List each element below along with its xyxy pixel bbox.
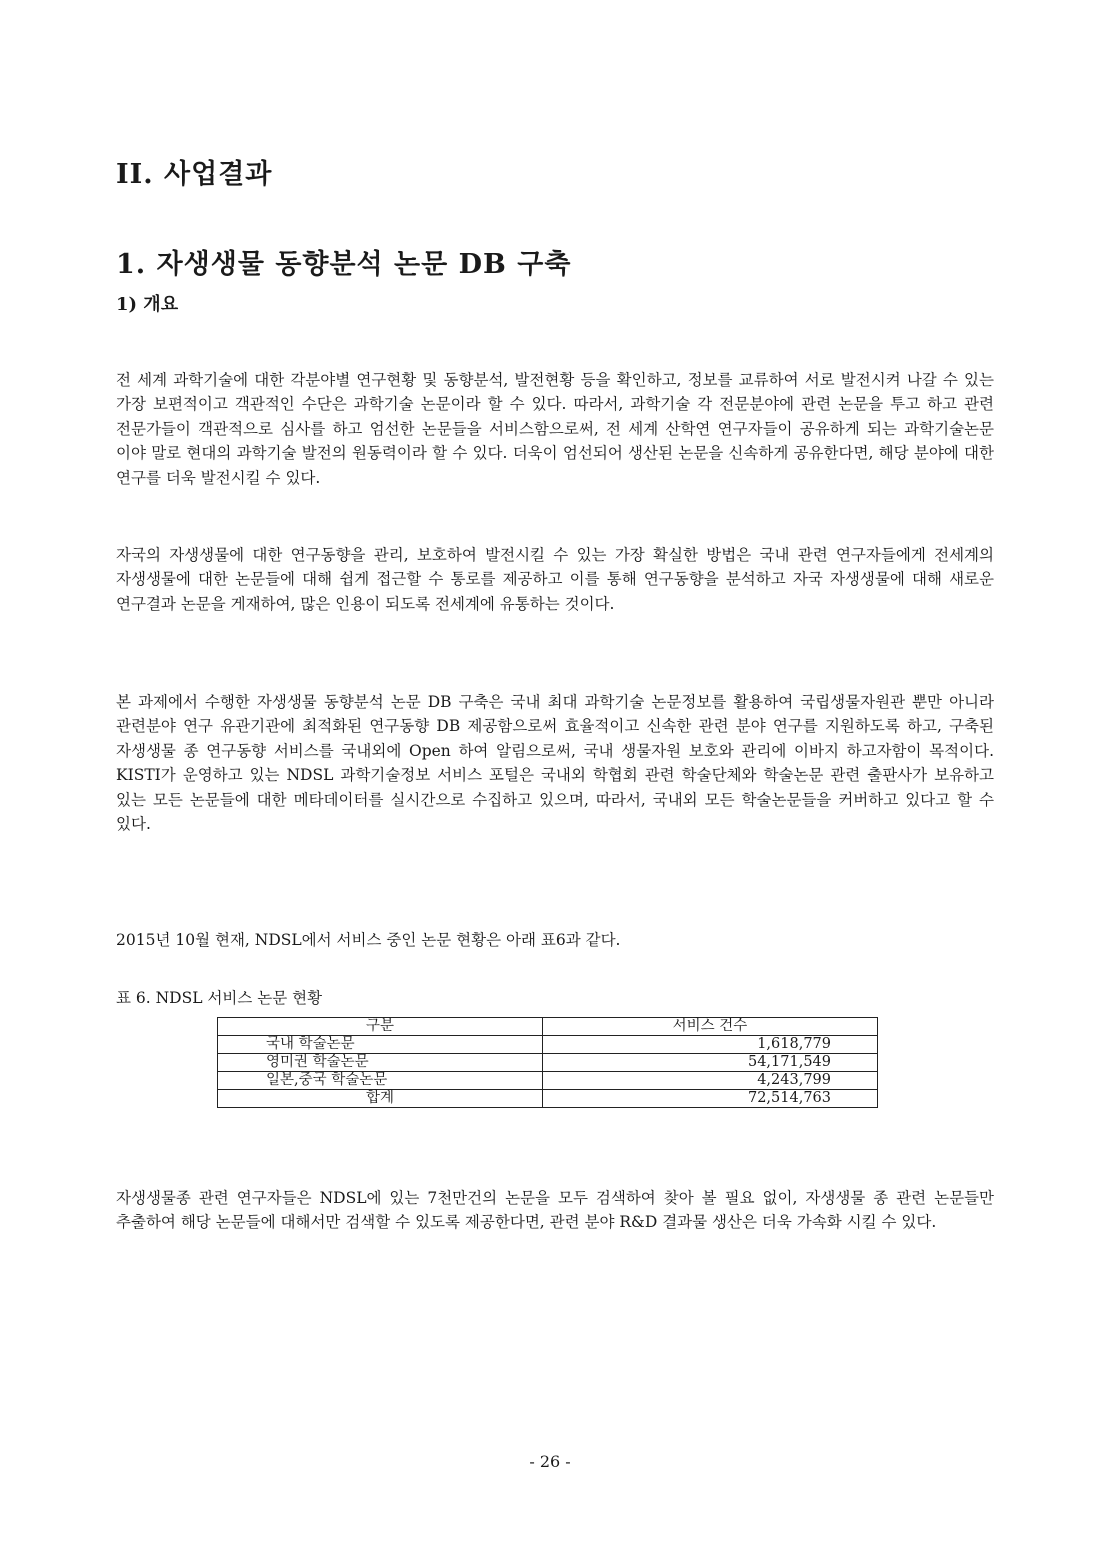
table-cell-total-label: 합계 [218,1090,543,1108]
table-header-category: 구분 [218,1018,543,1036]
table-cell-total-value: 72,514,763 [543,1090,878,1108]
table-row [218,1072,878,1090]
paragraph-overview-2: 자국의 자생생물에 대한 연구동향을 관리, 보호하여 발전시킬 수 있는 가장 확실한 방법은 국내 관련 연구자들에게 전세계의 자생생물에 대한 논문들에 대해 쉽게 접근할 수 통로를 제공하고 이를 통해 연구동향을 분석하고 자국 자생생물에 대해 새로운 연구결과 논문을 게재하여, 많은 인용이 되도록 전세계에 유통하는 것이다. [116,546,994,613]
table-row [218,1036,878,1054]
paragraph-overview-1: 전 세계 과학기술에 대한 각분야별 연구현황 및 동향분석, 발전현황 등을 확인하고, 정보를 교류하여 서로 발전시켜 나갈 수 있는 가장 보편적이고 객관적인 수단은 과학기술 논문이라 할 수 있다. 따라서, 과학기술 각 전문분야에 관련 논문을 투고 하고 관련 전문가들이 객관적으로 심사를 하고 엄선한 논문들을 서비스함으로써, 전 세계 산학연 연구자들이 공유하게 되는 과학기술논문 이야 말로 현대의 과학기술 발전의 원동력이라 할 수 있다. 더욱이 엄선되어 생산된 논문을 신속하게 공유한다면, 해당 분야에 대한 연구를 더욱 발전시킬 수 있다. [116,371,994,487]
table-cell-value: 1,618,779 [543,1036,878,1054]
table-cell-value: 54,171,549 [543,1054,878,1072]
paragraph-table-intro: 2015년 10월 현재, NDSL에서 서비스 중인 논문 현황은 아래 표6과 같다. [116,931,621,949]
table-row [218,1054,878,1072]
table-total-row [218,1090,878,1108]
paragraph-project-purpose: 본 과제에서 수행한 자생생물 동향분석 논문 DB 구축은 국내 최대 과학기술 논문정보를 활용하여 국립생물자원관 뿐만 아니라 관련분야 연구 유관기관에 최적화된 연구동향 DB 제공함으로써 효율적이고 신속한 관련 분야 연구를 지원하도록 하고, 구축된 자생생물 종 연구동향 서비스를 국내외에 Open 하여 알림으로써, 국내 생물자원 보호와 관리에 이바지 하고자함이 목적이다. KISTI가 운영하고 있는 NDSL 과학기술정보 서비스 포털은 국내외 학협회 관련 학술단체와 학술논문 관련 출판사가 보유하고 있는 모든 논문들에 대한 메타데이터를 실시간으로 수집하고 있으며, 따라서, 국내외 모든 학술논문들을 커버하고 있다고 할 수 있다. [116,693,994,834]
subsection-title: 1) 개요 [116,294,179,315]
table-cell-value: 4,243,799 [543,1072,878,1090]
table-header-row [218,1018,878,1036]
section-title: 1. 자생생물 동향분석 논문 DB 구축 [116,249,572,280]
table-cell-label: 일본,중국 학술논문 [218,1072,543,1090]
table-caption: 표 6. NDSL 서비스 논문 현황 [116,989,323,1007]
table-cell-label: 영미권 학술논문 [218,1054,543,1072]
page-number: - 26 - [529,1452,571,1471]
paragraph-conclusion: 자생생물종 관련 연구자들은 NDSL에 있는 7천만건의 논문을 모두 검색하여 찾아 볼 필요 없이, 자생생물 종 관련 논문들만 추출하여 해당 논문들에 대해서만 검색할 수 있도록 제공한다면, 관련 분야 R&D 결과물 생산은 더욱 가속화 시킬 수 있다. [116,1189,994,1232]
table-cell-label: 국내 학술논문 [218,1036,543,1054]
ndsl-service-table [217,1017,878,1108]
table-header-count: 서비스 건수 [543,1018,878,1036]
chapter-title: II. 사업결과 [116,159,273,190]
